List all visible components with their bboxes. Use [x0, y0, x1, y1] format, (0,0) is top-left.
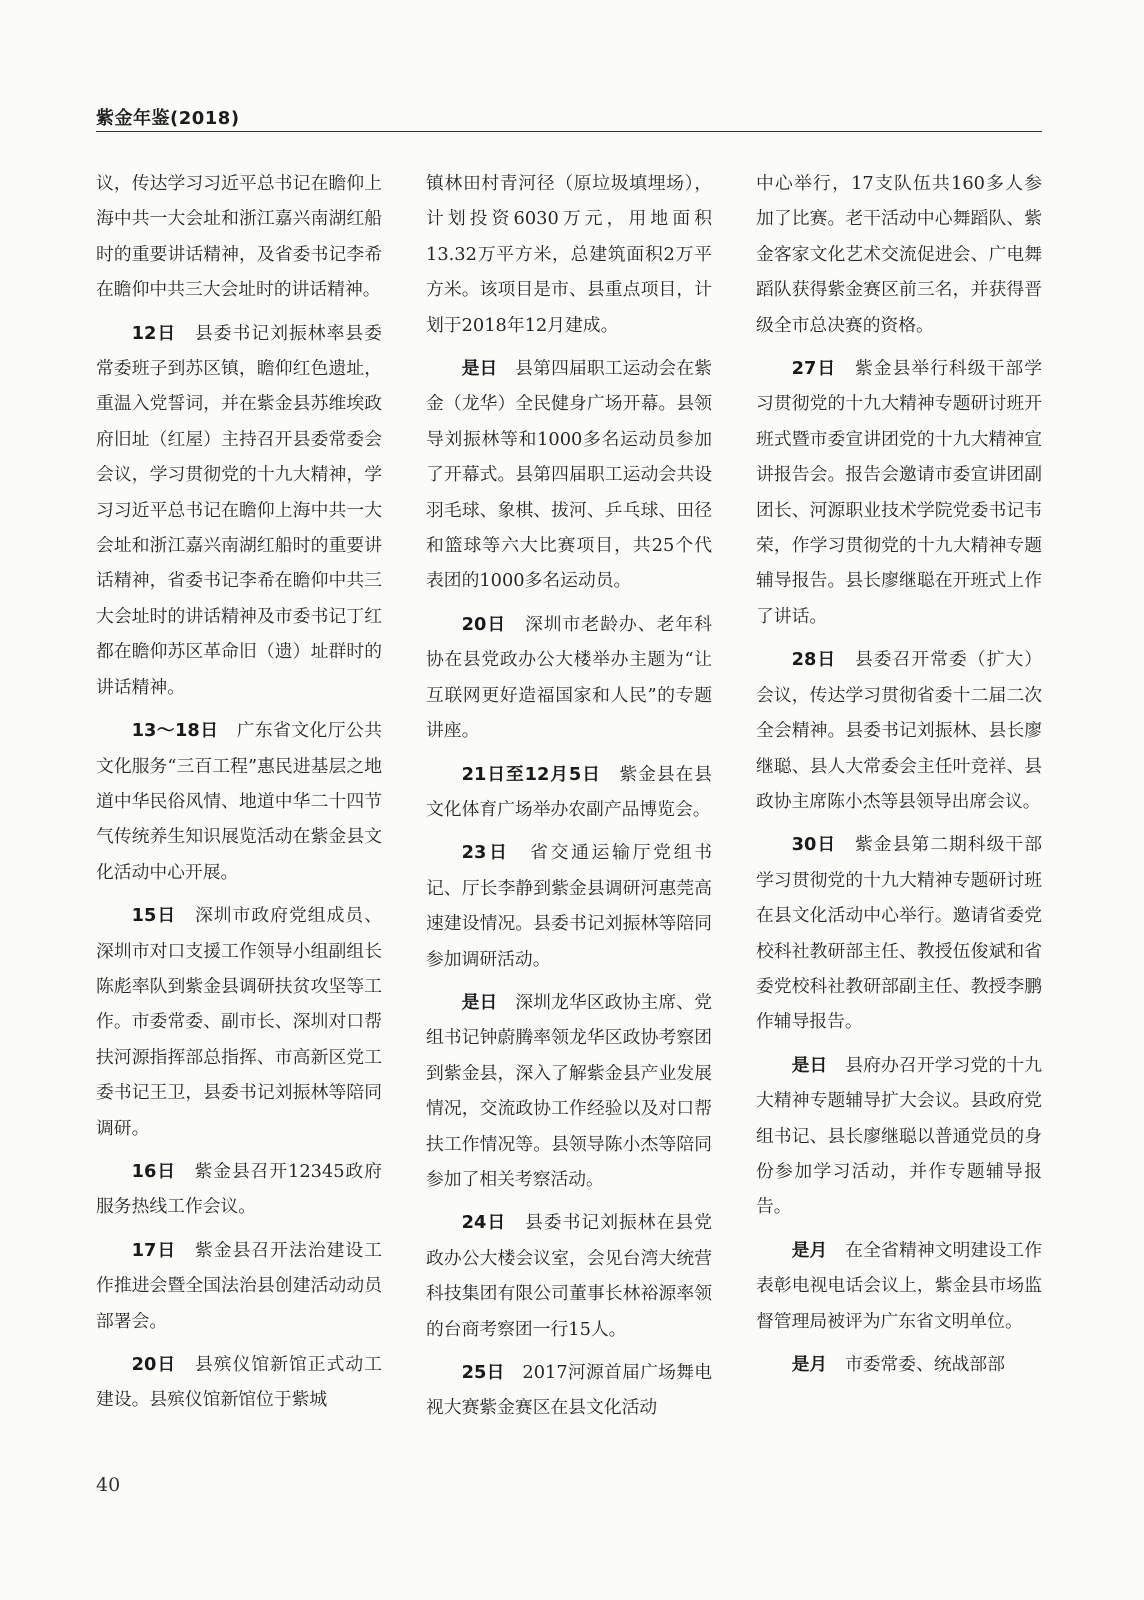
entry-paragraph	[96, 713, 382, 890]
entry-date: 是月	[791, 1239, 828, 1261]
entry-text: 紫金县第二期科级干部学习贯彻党的十九大精神专题研讨班在县文化活动中心举行。邀请省委党校科社教研部主任、教授伍俊斌和省委党校科社教研部副主任、教授李鹏作辅导报告。	[756, 834, 1042, 1033]
entry-date: 是日	[461, 358, 498, 380]
entry-date: 25日	[461, 1362, 505, 1383]
entry-text: 省交通运输厅党组书记、厅长李静到紫金县调研河惠莞高速建设情况。县委书记刘振林等陪同参加调研活动。	[426, 842, 712, 970]
entry-paragraph	[426, 351, 712, 599]
entry-date: 30日	[791, 834, 837, 856]
entry-paragraph	[426, 607, 712, 749]
entry-date: 27日	[791, 358, 837, 380]
header-rule	[96, 131, 1042, 132]
entry-text: 紫金县在县文化体育广场举办农副产品博览会。	[426, 763, 712, 820]
entry-text: 深圳市老龄办、老年科协在县党政办公大楼举办主题为“让互联网更好造福国家和人民”的专题讲座。	[426, 613, 712, 742]
entry-paragraph	[756, 642, 1042, 819]
entry-paragraph	[756, 827, 1042, 1039]
entry-paragraph	[96, 1347, 382, 1418]
entry-text: 中心举行，17支队伍共160多人参加了比赛。老干活动中心舞蹈队、紫金客家文化艺术交流促进会、广电舞蹈队获得紫金赛区前三名，并获得晋级全市总决赛的资格。	[756, 173, 1042, 336]
entry-text: 深圳市政府党组成员、深圳市对口支援工作领导小组副组长陈彪率队到紫金县调研扶贫攻坚等工作。市委常委、副市长、深圳对口帮扶河源指挥部总指挥、市高新区党工委书记王卫，县委书记刘振林等陪同调研。	[96, 905, 382, 1139]
page-number: 40	[96, 1474, 121, 1496]
entry-date: 24日	[461, 1212, 507, 1234]
entry-date: 13～18日	[131, 720, 219, 742]
entry-date: 15日	[131, 905, 177, 927]
entry-date: 21日至12月5日	[461, 763, 601, 785]
entry-paragraph	[426, 835, 712, 977]
entry-paragraph	[756, 1048, 1042, 1225]
entry-text: 县委书记刘振林在县党政办公大楼会议室，会见台湾大统营科技集团有限公司董事长林裕源率领的台商考察团一行15人。	[426, 1212, 712, 1340]
entry-text: 县委书记刘振林率县委常委班子到苏区镇，瞻仰红色遗址，重温入党誓词，并在紫金县苏维埃政府旧址（红屋）主持召开县委常委会会议，学习贯彻党的十九大精神，学习习近平总书记在瞻仰上海中共一大会址和浙江嘉兴南湖红船时的重要讲话精神，省委书记李希在瞻仰中共三大会址时的讲话精神及市委书记丁红都在瞻仰苏区革命旧（遗）址群时的讲话精神。	[96, 322, 382, 698]
entry-text: 市委常委、统战部部	[844, 1354, 1005, 1375]
entry-date: 20日	[461, 613, 507, 635]
entry-paragraph	[96, 1233, 382, 1339]
entry-text: 县第四届职工运动会在紫金（龙华）全民健身广场开幕。县领导刘振林等和1000多名运动员参加了开幕式。县第四届职工运动会共设羽毛球、象棋、拔河、乒乓球、田径和篮球等六大比赛项目，共25个代表团的1000多名运动员。	[426, 358, 712, 592]
entry-paragraph	[426, 757, 712, 828]
entry-text: 在全省精神文明建设工作表彰电视电话会议上，紫金县市场监督管理局被评为广东省文明单位。	[756, 1239, 1042, 1332]
entry-date: 是日	[791, 1054, 828, 1076]
entry-date: 是日	[461, 991, 498, 1013]
entry-date: 16日	[131, 1160, 176, 1182]
entry-paragraph	[96, 898, 382, 1146]
entry-paragraph	[426, 1205, 712, 1347]
entry-paragraph	[426, 985, 712, 1197]
entry-text: 2017河源首届广场舞电视大赛紫金赛区在县文化活动	[426, 1362, 712, 1419]
entry-text: 镇林田村青河径（原垃圾填埋场），计划投资6030万元，用地面积13.32万平方米，总建筑面积2万平方米。该项目是市、县重点项目，计划于2018年12月建成。	[426, 173, 712, 336]
entry-text: 县委召开常委（扩大）会议，传达学习贯彻省委十二届二次全会精神。县委书记刘振林、县长廖继聪、县人大常委会主任叶竞祥、县政协主席陈小杰等县领导出席会议。	[756, 649, 1042, 812]
entry-paragraph	[96, 166, 382, 308]
entry-date: 23日	[461, 842, 510, 864]
running-header: 紫金年鉴(2018)	[96, 108, 240, 129]
entry-paragraph	[756, 1347, 1042, 1382]
entry-paragraph	[96, 1154, 382, 1225]
text-column-right	[756, 166, 1042, 1390]
entry-text: 县殡仪馆新馆正式动工建设。县殡仪馆新馆位于紫城	[96, 1354, 382, 1411]
entry-paragraph	[756, 351, 1042, 634]
entry-text: 紫金县举行科级干部学习贯彻党的十九大精神专题研讨班开班式暨市委宣讲团党的十九大精神宣讲报告会。报告会邀请市委宣讲团副团长、河源职业技术学院党委书记韦荣，作学习贯彻党的十九大精神专题辅导报告。县长廖继聪在开班式上作了讲话。	[756, 358, 1042, 627]
entry-paragraph	[756, 166, 1042, 343]
entry-paragraph	[426, 1355, 712, 1426]
entry-text: 紫金县召开法治建设工作推进会暨全国法治县创建活动动员部署会。	[96, 1239, 382, 1332]
entry-text: 深圳龙华区政协主席、党组书记钟蔚腾率领龙华区政协考察团到紫金县，深入了解紫金县产业发展情况，交流政协工作经验以及对口帮扶工作情况等。县领导陈小杰等陪同参加了相关考察活动。	[426, 991, 712, 1190]
entry-date: 17日	[131, 1239, 177, 1261]
entry-text: 议，传达学习习近平总书记在瞻仰上海中共一大会址和浙江嘉兴南湖红船时的重要讲话精神，及省委书记李希在瞻仰中共三大会址时的讲话精神。	[96, 173, 382, 301]
entry-paragraph	[756, 1233, 1042, 1339]
entry-date: 28日	[791, 649, 837, 671]
text-column-middle	[426, 166, 712, 1434]
entry-date: 是月	[791, 1354, 828, 1375]
entry-date: 12日	[131, 322, 177, 344]
entry-date: 20日	[131, 1354, 177, 1375]
text-column-left	[96, 166, 382, 1426]
entry-text: 广东省文化厅公共文化服务“三百工程”惠民进基层之地道中华民俗风情、地道中华二十四节气传统养生知识展览活动在紫金县文化活动中心开展。	[96, 720, 382, 883]
entry-text: 县府办召开学习党的十九大精神专题辅导扩大会议。县政府党组书记、县长廖继聪以普通党员的身份参加学习活动，并作专题辅导报告。	[756, 1054, 1042, 1218]
entry-paragraph	[96, 316, 382, 705]
entry-paragraph	[426, 166, 712, 343]
entry-text: 紫金县召开12345政府服务热线工作会议。	[96, 1160, 382, 1218]
